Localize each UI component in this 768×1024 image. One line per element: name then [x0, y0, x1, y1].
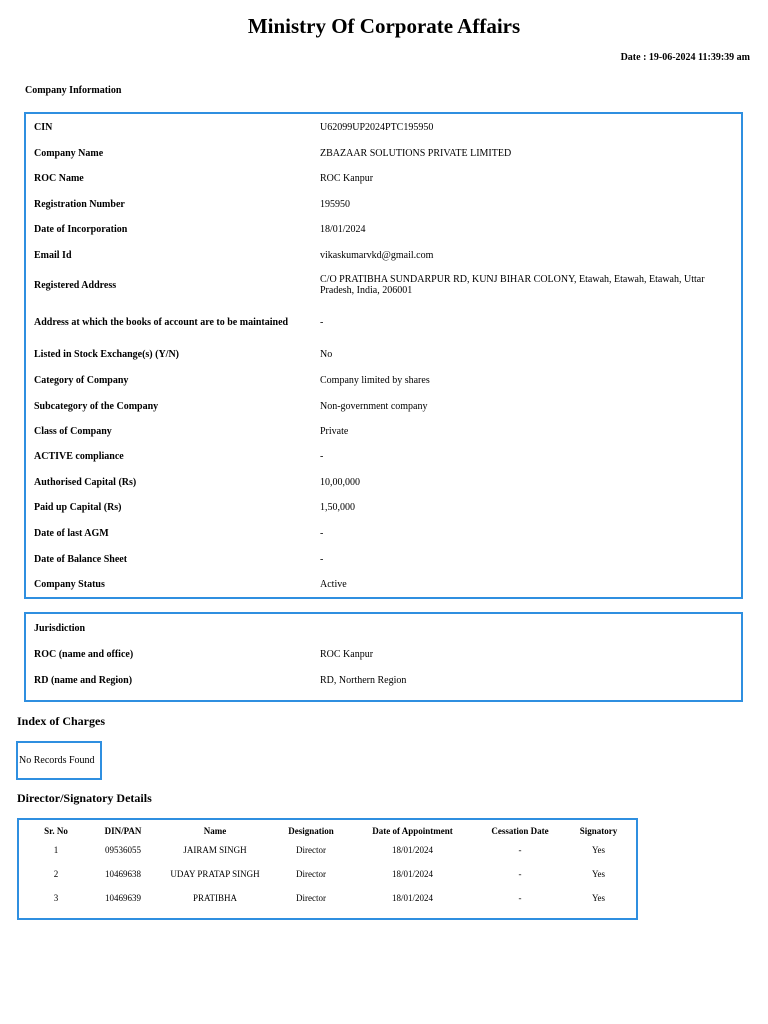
- column-header: Cessation Date: [491, 826, 549, 836]
- column-header: Name: [203, 826, 227, 836]
- table-row: [25, 862, 631, 886]
- kv-row-listed-in-stock-exchange: [34, 347, 733, 361]
- company-information-panel: [24, 112, 743, 599]
- kv-value: 1,50,000: [320, 501, 355, 513]
- jurisdiction-heading: Jurisdiction: [34, 622, 86, 634]
- kv-key: Company Name: [34, 147, 104, 159]
- table-cell: 18/01/2024: [391, 869, 433, 879]
- table-cell: 18/01/2024: [391, 845, 433, 855]
- column-header: Signatory: [579, 826, 618, 836]
- kv-value: 18/01/2024: [320, 223, 366, 235]
- company-information-label: Company Information: [25, 85, 122, 96]
- charges-panel: [16, 741, 102, 780]
- kv-row-cin: [34, 120, 733, 134]
- kv-key: Date of Incorporation: [34, 223, 128, 235]
- kv-key: Date of last AGM: [34, 527, 109, 539]
- kv-key: ACTIVE compliance: [34, 450, 124, 462]
- table-cell: PRATIBHA: [192, 893, 237, 903]
- kv-value: RD, Northern Region: [320, 674, 407, 686]
- kv-key: Category of Company: [34, 374, 129, 386]
- kv-key: Registered Address: [34, 279, 117, 291]
- kv-value: Private: [320, 425, 349, 437]
- kv-value: Company limited by shares: [320, 374, 430, 386]
- kv-row-paid-up-capital: [34, 500, 733, 514]
- kv-row-email-id: [34, 248, 733, 262]
- table-header-row: [25, 824, 631, 838]
- table-cell: Yes: [591, 893, 606, 903]
- table-cell: Yes: [591, 845, 606, 855]
- kv-value: -: [320, 553, 324, 565]
- index-of-charges-heading: Index of Charges: [17, 714, 106, 728]
- kv-key: Listed in Stock Exchange(s) (Y/N): [34, 348, 180, 360]
- kv-row-company-status: [34, 577, 733, 591]
- kv-row-roc-office: [34, 647, 733, 661]
- kv-key: Class of Company: [34, 425, 112, 437]
- table-cell: Yes: [591, 869, 606, 879]
- kv-value: ROC Kanpur: [320, 648, 374, 660]
- kv-value: ZBAZAAR SOLUTIONS PRIVATE LIMITED: [320, 147, 512, 159]
- kv-row-roc-name: [34, 171, 733, 185]
- column-header: Date of Appointment: [372, 826, 453, 836]
- kv-value: -: [320, 450, 324, 462]
- kv-key: Registration Number: [34, 198, 125, 210]
- table-cell: Director: [296, 845, 326, 855]
- kv-key: RD (name and Region): [34, 674, 133, 686]
- jurisdiction-panel: [24, 612, 743, 702]
- column-header: Sr. No: [44, 826, 68, 836]
- kv-row-date-of-last-agm: [34, 526, 733, 540]
- page-title: Ministry Of Corporate Affairs: [247, 14, 521, 38]
- kv-row-registration-number: [34, 197, 733, 211]
- kv-row-date-of-incorporation: [34, 222, 733, 236]
- kv-value: Non-government company: [320, 400, 428, 412]
- kv-row-rd-region: [34, 673, 733, 687]
- table-cell: JAIRAM SINGH: [183, 845, 247, 855]
- kv-key: Company Status: [34, 578, 105, 590]
- table-cell: UDAY PRATAP SINGH: [170, 869, 260, 879]
- column-header: DIN/PAN: [104, 826, 142, 836]
- kv-row-books-of-account-address: [34, 309, 733, 335]
- table-row: [25, 838, 631, 862]
- table-cell: -: [518, 869, 522, 879]
- kv-row-authorised-capital: [34, 475, 733, 489]
- kv-value: -: [320, 316, 324, 328]
- kv-row-subcategory-of-company: [34, 399, 733, 413]
- kv-value: vikaskumarvkd@gmail.com: [320, 249, 434, 261]
- table-cell: -: [518, 893, 522, 903]
- column-header: Designation: [288, 826, 334, 836]
- kv-key: CIN: [34, 121, 53, 133]
- table-cell: 3: [53, 893, 59, 903]
- kv-row-company-name: [34, 146, 733, 160]
- table-cell: Director: [296, 869, 326, 879]
- kv-row-class-of-company: [34, 424, 733, 438]
- table-cell: 10469639: [105, 893, 141, 903]
- table-cell: 10469638: [105, 869, 141, 879]
- table-row: [25, 886, 631, 910]
- kv-key: Paid up Capital (Rs): [34, 501, 122, 513]
- table-cell: 18/01/2024: [391, 893, 433, 903]
- report-date: Date : 19-06-2024 11:39:39 am: [620, 52, 750, 63]
- kv-value: C/O PRATIBHA SUNDARPUR RD, KUNJ BIHAR COLONY, Etawah, Etawah, Etawah, Uttar Pradesh, India, 206001: [320, 274, 705, 296]
- kv-key: ROC (name and office): [34, 648, 134, 660]
- kv-key: ROC Name: [34, 172, 84, 184]
- kv-key: Subcategory of the Company: [34, 400, 159, 412]
- jurisdiction-heading-row: [34, 621, 733, 635]
- kv-value: ROC Kanpur: [320, 172, 374, 184]
- kv-value: Active: [320, 578, 347, 590]
- table-cell: 2: [53, 869, 59, 879]
- kv-value: U62099UP2024PTC195950: [320, 121, 434, 133]
- table-cell: 1: [53, 845, 59, 855]
- kv-value: 10,00,000: [320, 476, 360, 488]
- kv-key: Address at which the books of account are to be maintained: [34, 316, 289, 328]
- kv-value: No: [320, 348, 333, 360]
- kv-key: Email Id: [34, 249, 72, 261]
- kv-row-registered-address: [34, 272, 733, 298]
- kv-row-active-compliance: [34, 449, 733, 463]
- kv-row-category-of-company: [34, 373, 733, 387]
- director-table: [25, 824, 631, 910]
- director-details-panel: [17, 818, 638, 920]
- kv-value: 195950: [320, 198, 350, 210]
- director-details-heading: Director/Signatory Details: [17, 791, 152, 805]
- no-records-text: No Records Found: [19, 755, 95, 766]
- table-cell: -: [518, 845, 522, 855]
- kv-key: Authorised Capital (Rs): [34, 476, 137, 488]
- table-cell: Director: [296, 893, 326, 903]
- kv-value: -: [320, 527, 324, 539]
- kv-key: Date of Balance Sheet: [34, 553, 128, 565]
- kv-row-date-of-balance-sheet: [34, 552, 733, 566]
- table-cell: 09536055: [105, 845, 141, 855]
